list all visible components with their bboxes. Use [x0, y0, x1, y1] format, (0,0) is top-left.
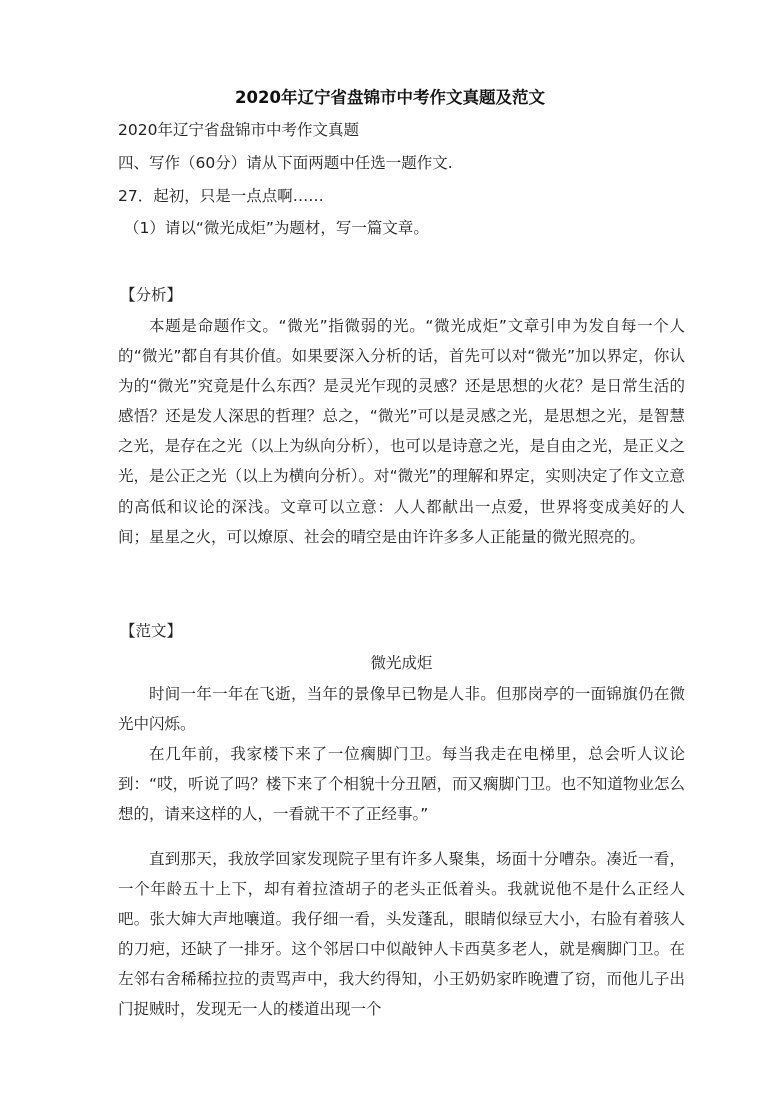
task-intro: 四、写作（60分）请从下面两题中任选一题作文. [118, 154, 453, 172]
analysis-heading: 【分析】 [120, 286, 183, 304]
essay-title: 微光成炬 [370, 654, 433, 672]
analysis-paragraph: 本题是命题作文。“微光”指微弱的光。“微光成炬”文章引申为发自每一个人的“微光”都自有其价值。如果要深入分析的话，首先可以对“微光”加以界定，你认为的“微光”究竟是什么东西？是灵光乍现的灵感？还是思想的火花？是日常生活的感悟？还是发人深思的哲理？总之，“微光”可以是灵感之光，是思想之光，是智慧之光，是存在之光（以上为纵向分析），也可以是诗意之光，是自由之光，是正义之光，是公正之光（以上为横向分析）。对“微光”的理解和界定，实则决定了作文立意的高低和议论的深浅。文章可以立意：人人都献出一点爱，世界将变成美好的人间；星星之火，可以燎原、社会的晴空是由许许多多人正能量的微光照亮的。 [118, 317, 685, 546]
essay-paragraph: 时间一年一年在飞逝，当年的景像早已物是人非。但那岗亭的一面锦旗仍在微光中闪烁。 [118, 685, 685, 734]
question-27: 27．起初，只是一点点啊…… [118, 187, 324, 205]
essay-heading: 【范文】 [120, 622, 183, 640]
document-title: 2020年辽宁省盘锦市中考作文真题及范文 [235, 88, 545, 107]
exam-subtitle: 2020年辽宁省盘锦市中考作文真题 [118, 121, 359, 139]
essay-paragraph: 在几年前，我家楼下来了一位瘸脚门卫。每当我走在电梯里，总会听人议论到：“哎，听说了吗？楼下来了个相貌十分丑陋，而又瘸脚门卫。也不知道物业怎么想的，请来这样的人，一看就干不了正经事。” [118, 745, 685, 824]
essay-paragraph: 直到那天，我放学回家发现院子里有许多人聚集，场面十分嘈杂。凑近一看，一个年龄五十上下，却有着拉渣胡子的老头正低着头。我就说他不是什么正经人吧。张大婶大声地嚷道。我仔细一看，头发蓬乱，眼睛似绿豆大小，右脸有着骇人的刀疤，还缺了一排牙。这个邻居口中似敲钟人卡西莫多老人，就是瘸脚门卫。在左邻右舍稀稀拉拉的责骂声中，我大约得知，小王奶奶家昨晚遭了窃，而他儿子出门捉贼时，发现无一人的楼道出现一个 [118, 850, 685, 1019]
question-27-1: （1）请以“微光成炬”为题材，写一篇文章。 [124, 219, 429, 237]
